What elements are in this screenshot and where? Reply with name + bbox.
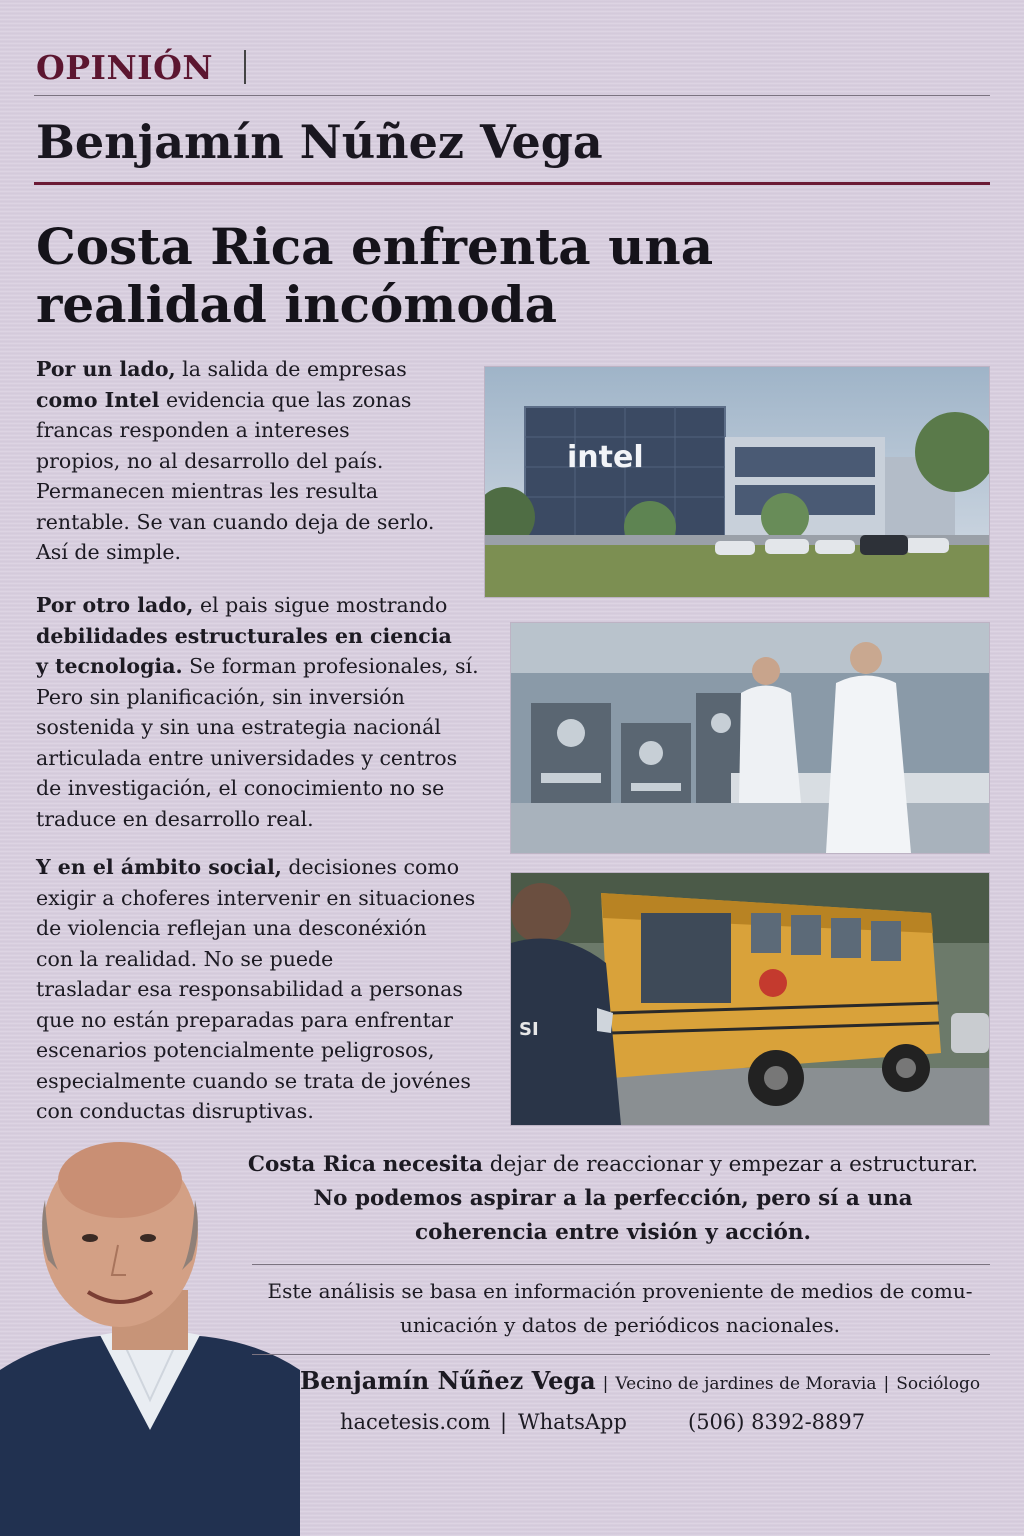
- author-rule: [34, 182, 990, 185]
- paragraph-line: [36, 773, 479, 804]
- paragraph-segment: de violencia reflejan una desconéxión: [36, 916, 427, 940]
- signature-role: Sociólogo: [896, 1374, 981, 1394]
- paragraph-line: [36, 1005, 475, 1036]
- paragraph-segment: Y en el ámbito social,: [36, 855, 282, 879]
- signature-name: Benjamín Nűñez Vega: [300, 1366, 596, 1395]
- intel-sign: intel: [567, 440, 644, 475]
- signature-sep-2: |: [883, 1374, 890, 1394]
- paragraph-line: [36, 651, 479, 682]
- headline-line-1: Costa Rica enfrenta una: [36, 217, 714, 276]
- paragraph-segment: debilidades estructurales en ciencia: [36, 623, 452, 648]
- paragraph-line: [36, 712, 479, 743]
- paragraph-segment: Así de simple.: [36, 540, 182, 564]
- paragraph-segment: francas responden a intereses: [36, 418, 350, 442]
- paragraph-segment: propios, no al desarrollo del país.: [36, 448, 384, 473]
- whatsapp-label: WhatsApp: [518, 1410, 627, 1434]
- paragraph-segment: traduce en desarrollo real.: [36, 806, 314, 831]
- headline-line-2: realidad incómoda: [36, 275, 558, 334]
- section-label: OPINIÓN: [36, 48, 214, 87]
- author-header: Benjamín Núñez Vega: [36, 115, 603, 169]
- paragraph-segment: y tecnologia.: [36, 654, 183, 678]
- section-divider: [244, 50, 246, 84]
- paragraph-line: [36, 446, 434, 477]
- intel-building-illustration: [485, 367, 989, 597]
- paragraph-line: [36, 944, 475, 975]
- paragraph-line: [36, 507, 434, 538]
- closing-rule: [252, 1264, 990, 1265]
- paragraph-segment: escenarios potencialmente peligrosos,: [36, 1038, 435, 1062]
- paragraph-line: [36, 913, 475, 944]
- signature-neighborhood: Vecino de jardines de Moravia: [615, 1374, 877, 1394]
- contact-sep: |: [500, 1410, 508, 1434]
- paragraph-line: [36, 1096, 475, 1127]
- paragraph-line: [36, 974, 475, 1005]
- paragraph-line: [36, 590, 479, 621]
- paragraph-segment: con la realidad. No se puede: [36, 946, 334, 971]
- paragraph-line: [36, 537, 434, 568]
- paragraph-line: [36, 385, 434, 416]
- paragraph-line: [36, 804, 479, 835]
- closing-line-2: No podemos aspirar a la perfección, pero sí a una: [313, 1186, 913, 1211]
- bus-illustration: [511, 873, 989, 1125]
- bus-photo: [510, 872, 990, 1126]
- paragraph-1: [36, 354, 434, 568]
- paragraph-line: [36, 415, 434, 446]
- paragraph-line: [36, 682, 479, 713]
- closing-line-3: coherencia entre visión y acción.: [415, 1220, 811, 1245]
- closing-segment: dejar de reaccionar y empezar a estructurar.: [482, 1152, 979, 1177]
- closing-line-1: [228, 1148, 998, 1182]
- officer-vest-label: SI: [519, 1019, 539, 1040]
- paragraph-segment: Pero sin planificación, sin inversión: [36, 684, 405, 709]
- paragraph-segment: Por un lado,: [36, 357, 176, 381]
- paragraph-3: [36, 852, 475, 1127]
- closing-segment: necesita: [382, 1152, 483, 1177]
- paragraph-segment: sostenida y sin una estrategia nacionál: [36, 715, 441, 739]
- phone-number[interactable]: (506) 8392-8897: [688, 1410, 866, 1434]
- signature-sep-1: |: [602, 1374, 609, 1394]
- lab-illustration: [511, 623, 989, 853]
- paragraph-segment: decisiones como: [281, 855, 460, 879]
- paragraph-line: [36, 1035, 475, 1066]
- paragraph-segment: articulada entre universidades y centros: [36, 745, 458, 770]
- intel-building-photo: [484, 366, 990, 598]
- paragraph-line: [36, 743, 479, 774]
- paragraph-segment: con conductas disruptivas.: [36, 1099, 314, 1123]
- paragraph-segment: que no están preparadas para enfrentar: [36, 1007, 453, 1032]
- source-note-line-2: unicación y datos de periódicos nacionales.: [399, 1313, 841, 1337]
- signature-rule: [252, 1354, 990, 1355]
- paragraph-segment: Permanecen mientras les resulta: [36, 479, 379, 503]
- paragraph-line: [36, 476, 434, 507]
- paragraph-line: [36, 883, 475, 914]
- signature-line: [300, 1366, 1000, 1395]
- paragraph-line: [36, 621, 479, 652]
- paragraph-segment: como Intel: [36, 387, 160, 412]
- paragraph-segment: Por otro lado,: [36, 593, 194, 617]
- paragraph-segment: Se forman profesionales, sí.: [182, 654, 479, 678]
- paragraph-line: [36, 1066, 475, 1097]
- paragraph-2: [36, 590, 479, 834]
- top-rule: [34, 95, 990, 96]
- paragraph-segment: especialmente cuando se trata de jovénes: [36, 1068, 471, 1093]
- paragraph-segment: el pais sigue mostrando: [193, 593, 448, 617]
- headline: [36, 218, 986, 334]
- paragraph-line: [36, 354, 434, 385]
- paragraph-segment: trasladar esa responsabilidad a personas: [36, 977, 463, 1001]
- paragraph-segment: la salida de empresas: [175, 357, 407, 381]
- website-link[interactable]: hacetesis.com: [340, 1410, 491, 1434]
- paragraph-segment: rentable. Se van cuando deja de serlo.: [36, 509, 435, 534]
- paragraph-line: [36, 852, 475, 883]
- paragraph-segment: exigir a choferes intervenir en situaciones: [36, 885, 476, 910]
- source-note-line-1: Este análisis se basa en información proveniente de medios de comu-: [267, 1279, 973, 1303]
- closing-segment: [376, 1152, 383, 1177]
- paragraph-segment: de investigación, el conocimiento no se: [36, 776, 445, 800]
- closing-segment: Costa Rica: [247, 1152, 376, 1177]
- lab-photo: [510, 622, 990, 854]
- paragraph-segment: evidencia que las zonas: [159, 387, 412, 412]
